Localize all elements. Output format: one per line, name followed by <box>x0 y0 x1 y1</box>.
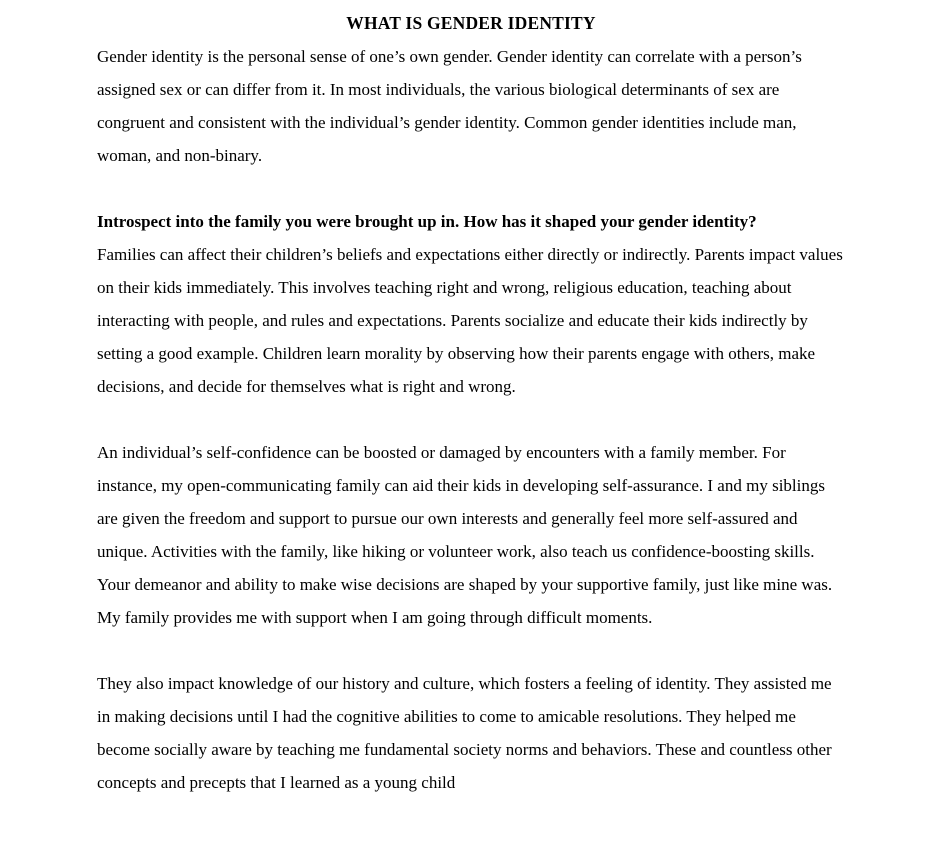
paragraph-family-influence: Families can affect their children’s beliefs and expectations either directly or indirectly. Parents impact values on their kids immediately. This involves teaching right and wrong, religious education, teaching about interacting with people, and rules and expectations. Parents socialize and educate their kids indirectly by setting a good example. Children learn morality by observing how their parents engage with others, make decisions, and decide for themselves what is right and wrong. <box>97 245 843 396</box>
paragraph-history-culture: They also impact knowledge of our history and culture, which fosters a feeling of identity. They assisted me in making decisions until I had the cognitive abilities to come to amicable resolutions. They helped me become socially aware by teaching me fundamental society norms and behaviors. These and countless other concepts and precepts that I learned as a young child <box>97 674 832 792</box>
paragraph-gender-identity-definition: Gender identity is the personal sense of one’s own gender. Gender identity can correlate with a person’s assigned sex or can differ from it. In most individuals, the various biological determinants of sex are congruent and consistent with the individual’s gender identity. Common gender identities include man, woman, and non-binary. <box>97 47 802 165</box>
document-title: WHAT IS GENDER IDENTITY <box>346 13 596 33</box>
section-heading-family-introspection: Introspect into the family you were brought up in. How has it shaped your gender identity? <box>97 212 757 231</box>
paragraph-self-confidence: An individual’s self-confidence can be boosted or damaged by encounters with a family member. For instance, my open-communicating family can aid their kids in developing self-assurance. I and my siblings are given the freedom and support to pursue our own interests and generally feel more self-assured and unique. Activities with the family, like hiking or volunteer work, also teach us confidence-boosting skills. Your demeanor and ability to make wise decisions are shaped by your supportive family, just like mine was. My family provides me with support when I am going through difficult moments. <box>97 443 833 627</box>
